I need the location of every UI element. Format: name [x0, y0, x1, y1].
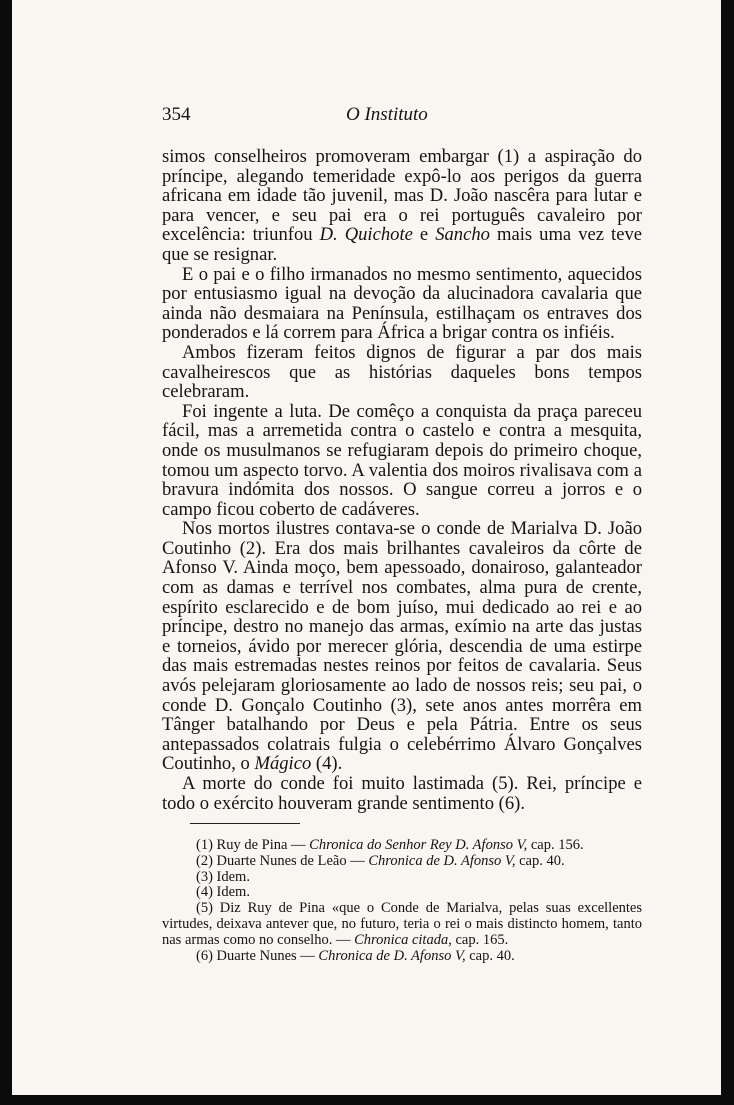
page-number: 354 [162, 104, 191, 125]
footnote-rule [190, 823, 300, 824]
paragraph-2: E o pai e o filho irmanados no mesmo sentimento, aquecidos por entusiasmo igual na devoção da alucinadora cavalaria que ainda não desmaiara na Península, estilhaçam os entraves dos ponderados e lá correm para África a brigar contra os infiéis. [162, 263, 642, 344]
sancho-italic: Sancho [435, 224, 490, 246]
quixote-italic: D. Quichote [319, 224, 413, 246]
footnote-4: (4) Idem. [196, 884, 250, 901]
footnote-5: (5) Diz Ruy de Pina «que o Conde de Marialva, pelas suas excellentes virtudes, deixava antever que, no futuro, teria o rei o mais distincto homem, tanto nas armas como no conselho. — Chronica citada, cap. 165. [162, 900, 642, 948]
footnotes [162, 838, 642, 964]
body-text [162, 147, 642, 813]
footnote-2: (2) Duarte Nunes de Leão — Chronica de D. Afonso V, cap. 40. [196, 852, 565, 869]
running-title: O Instituto [346, 104, 428, 125]
paragraph-5: Nos mortos ilustres contava-se o conde de Marialva D. João Coutinho (2). Era dos mais brilhantes cavaleiros da côrte de Afonso V. Ainda moço, bem apessoado, donairoso, galanteador com as damas e terrível nos combates, alma pura de crente, espírito esclarecido e de bom juíso, mui dedicado ao rei e ao príncipe, destro no manejo das armas, exímio na arte das justas e torneios, ávido por merecer glória, descendia de uma estirpe das mais estremadas nestes reinos por feitos de cavalaria. Seus avós pelejaram gloriosamente ao lado de nossos reis; seu pai, o conde D. Gonçalo Coutinho (3), sete anos antes morrêra em Tânger batalhando por Deus e pela Pátria. Entre os seus antepassados colatrais fulgia o celebérrimo Álvaro Gonçalves Coutinho, o Mágico (4). [162, 518, 642, 775]
footnote-1: (1) Ruy de Pina — Chronica do Senhor Rey D. Afonso V, cap. 156. [196, 837, 584, 853]
footnote-6: (6) Duarte Nunes — Chronica de D. Afonso V, cap. 40. [196, 947, 515, 964]
paragraph-6: A morte do conde foi muito lastimada (5). Rei, príncipe e todo o exército houveram grande sentimento (6). [162, 773, 642, 814]
book-page [12, 0, 721, 1095]
footnote-3: (3) Idem. [196, 868, 250, 885]
paragraph-1: simos conselheiros promoveram embargar (1) a aspiração do príncipe, alegando temeridade expô-lo aos perigos da guerra africana em idade tão juvenil, mas D. João nascêra para lutar e para vencer, e seu pai era o rei português cavaleiro por excelência: triunfou D. Quichote e Sancho mais uma vez teve que se resignar. [162, 146, 642, 265]
page-header [162, 104, 642, 134]
paragraph-4: Foi ingente a luta. De comêço a conquista da praça pareceu fácil, mas a arremetida contra o castelo e contra a mesquita, onde os musulmanos se refugiaram depois do primeiro choque, tomou um aspecto torvo. A valentia dos moiros rivalisava com a bravura indómita dos nossos. O sangue correu a jorros e o campo ficou coberto de cadáveres. [162, 400, 642, 520]
magico-italic: Mágico [254, 753, 312, 775]
paragraph-3: Ambos fizeram feitos dignos de figurar a par dos mais cavalheirescos que as histórias daqueles bons tempos celebraram. [162, 341, 642, 403]
